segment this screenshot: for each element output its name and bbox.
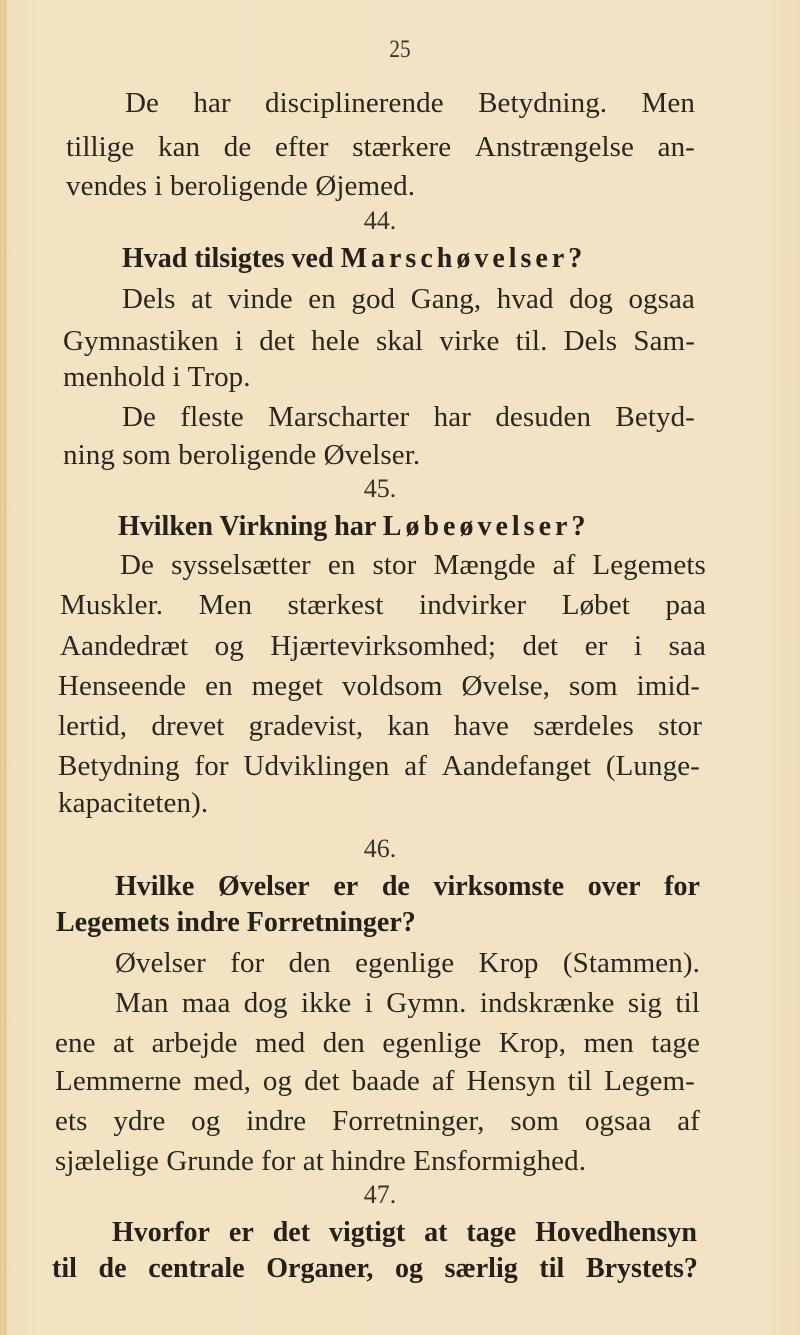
word: egenlige [382,1027,482,1059]
word: med, [193,1065,251,1097]
word: ikke [300,987,352,1019]
word: det [522,630,559,662]
word: Øvelser [115,947,206,979]
word: de [98,1253,127,1284]
answer-46-line-5 [55,1102,700,1140]
word: Man [115,987,169,1019]
answer-46-line-1 [115,944,700,982]
word: have [453,710,509,742]
word: arbejde [151,1027,238,1059]
page-edge [4,0,6,1335]
word: til [567,1065,593,1097]
question-term: Marschøvelser [340,243,569,274]
word: har [433,401,471,433]
word: an- [657,131,695,163]
word: egenlige [355,947,455,979]
word: Øvelse, [461,670,551,702]
word: en [205,670,233,702]
word: Krop, [498,1027,567,1059]
word: til [52,1253,77,1284]
word: Hvilke [115,871,195,902]
word: indvirker [419,589,527,621]
word: og [262,1065,293,1097]
word: Udviklingen [243,750,390,782]
word: Aandefanget [441,750,592,782]
word: og [191,1105,221,1137]
word: gradevist, [248,710,364,742]
word: den [288,947,331,979]
word: De [120,549,155,581]
word: over [587,871,641,902]
word: af [677,1105,700,1137]
word: Legem- [604,1065,695,1097]
word: sig [627,987,663,1019]
word: drevet [151,710,225,742]
question-mark: ? [571,511,586,542]
word: Dels [563,325,618,357]
word: paa [665,589,706,621]
word: af [552,549,576,581]
answer-45-line-3 [60,627,706,665]
word: at [112,1027,135,1059]
word: af [404,750,428,782]
word: det [304,1065,340,1097]
word: til. [515,325,548,357]
word: er [228,1217,254,1248]
word: vigtigt [328,1217,406,1248]
word: Men [198,589,253,621]
word: i [364,987,373,1019]
question-text: Hvad tilsigtes ved [122,243,341,274]
text-line: ning som beroligende Øvelser. [63,439,421,471]
word: imid- [636,670,700,702]
word: Hovedhensyn [535,1217,697,1248]
section-number-44: 44. [363,206,397,235]
word: efter [274,131,329,163]
question-46-line-2 [56,904,416,942]
word: tage [466,1217,517,1248]
word: dog [569,283,613,315]
word: at [191,283,213,315]
word: ogsaa [628,283,695,315]
intro-line-1 [125,84,695,122]
word: Hensyn [466,1065,556,1097]
word: en [308,283,336,315]
question-text: Legemets indre Forretninger? [56,907,416,938]
word: Hjærtevirksomhed; [270,630,496,662]
word: indskrænke [479,987,615,1019]
word: skal [376,325,424,357]
word: Øvelser [217,871,310,902]
word: (Lunge- [605,750,700,782]
word: sysselsætter [171,549,311,581]
answer-45-line-5 [58,707,702,745]
word: disciplinerende [265,87,444,119]
word: meget [251,670,323,702]
word: til [675,987,700,1019]
answer-44-line-4 [122,398,695,436]
word: med [255,1027,306,1059]
intro-line-2 [66,128,695,166]
word: virksomste [433,871,565,902]
question-47-line-2 [52,1250,698,1288]
answer-44-line-1 [122,280,695,318]
section-number-47: 47. [363,1180,397,1209]
word: tillige [66,131,135,163]
section-number-45: 45. [363,474,397,503]
answer-46-line-4 [55,1062,695,1100]
word: centrale [148,1253,245,1284]
word: ets [55,1105,88,1137]
word: for [230,947,265,979]
word: saa [668,630,706,662]
answer-45-line-2 [60,586,706,624]
question-mark: ? [568,243,583,274]
answer-45-line-7 [58,784,208,822]
word: Løbet [561,589,630,621]
word: maa [181,987,231,1019]
word: Betydning. [478,87,608,119]
word: og [214,630,244,662]
word: vinde [227,283,293,315]
word: voldsom [341,670,443,702]
word: den [322,1027,365,1059]
word: Hvorfor [112,1217,210,1248]
word: fleste [180,401,244,433]
word: desuden [495,401,592,433]
answer-46-line-6 [55,1142,586,1180]
word: De [122,401,157,433]
text-line: sjælelige Grunde for at hindre Ensformighed. [55,1145,587,1177]
question-46-line-1 [115,868,700,906]
word: hele [311,325,360,357]
word: særlig [444,1253,518,1284]
word: men [583,1027,634,1059]
word: Forretninger, [332,1105,485,1137]
word: ogsaa [584,1105,652,1137]
word: som [569,670,618,702]
answer-45-line-4 [58,667,700,705]
answer-46-line-2 [115,984,700,1022]
word: baade [351,1065,420,1097]
word: Anstrængelse [474,131,634,163]
word: er [333,871,359,902]
word: særdeles [533,710,634,742]
answer-44-line-5 [63,436,420,474]
word: for [194,750,229,782]
question-47-line-1 [112,1214,697,1252]
word: De [125,87,160,119]
word: i [633,630,643,662]
word: Betyd- [615,401,695,433]
word: virke [439,325,500,357]
word: Betydning [58,750,180,782]
word: (Stammen). [562,947,700,979]
section-number-46: 46. [363,834,397,863]
word: Mængde [433,549,536,581]
word: for [664,871,700,902]
word: en [327,549,356,581]
question-44 [122,240,582,278]
word: af [431,1065,455,1097]
word: og [394,1253,423,1284]
answer-44-line-3 [63,358,251,396]
word: Muskler. [60,589,164,621]
word: at [424,1217,448,1248]
word: som [510,1105,559,1137]
text-line: menhold i Trop. [63,361,251,393]
word: har [193,87,231,119]
word: lertid, [58,710,128,742]
word: Gymnastiken [63,325,219,357]
question-term: Løbeøvelser [382,511,572,542]
word: stor [372,549,417,581]
word: i [234,325,244,357]
word: god [351,283,396,315]
word: Gymn. [386,987,467,1019]
word: til [539,1253,565,1284]
word: hvad [496,283,554,315]
word: Henseende [58,670,187,702]
word: tage [651,1027,700,1059]
question-text: Hvilken Virkning har [118,511,383,542]
answer-45-line-1 [120,546,706,584]
word: Marscharter [268,401,410,433]
word: Aandedræt [60,630,189,662]
word: stærkest [287,589,384,621]
word: indre [246,1105,307,1137]
answer-46-line-3 [55,1024,700,1062]
word: ydre [113,1105,166,1137]
word: stærkere [352,131,452,163]
question-45 [118,508,585,546]
word: Gang, [410,283,482,315]
word: er [584,630,608,662]
word: Lemmerne [55,1065,182,1097]
word: det [272,1217,311,1248]
page-number: 25 [389,36,411,63]
word: ene [55,1027,96,1059]
word: dog [243,987,288,1019]
answer-45-line-6 [58,747,700,785]
word: de [381,871,410,902]
word: Sam- [633,325,695,357]
word: Organer, [266,1253,374,1284]
text-line: vendes i beroligende Øjemed. [66,170,416,202]
word: det [259,325,295,357]
intro-line-3 [66,167,415,205]
word: de [223,131,252,163]
word: Men [641,87,695,119]
word: Dels [122,283,176,315]
word: Krop [478,947,539,979]
text-line: kapaciteten). [58,787,209,819]
word: kan [387,710,430,742]
answer-44-line-2 [63,322,695,360]
word: Legemets [592,549,706,581]
word: kan [157,131,201,163]
word: Brystets? [585,1253,698,1284]
word: stor [658,710,702,742]
